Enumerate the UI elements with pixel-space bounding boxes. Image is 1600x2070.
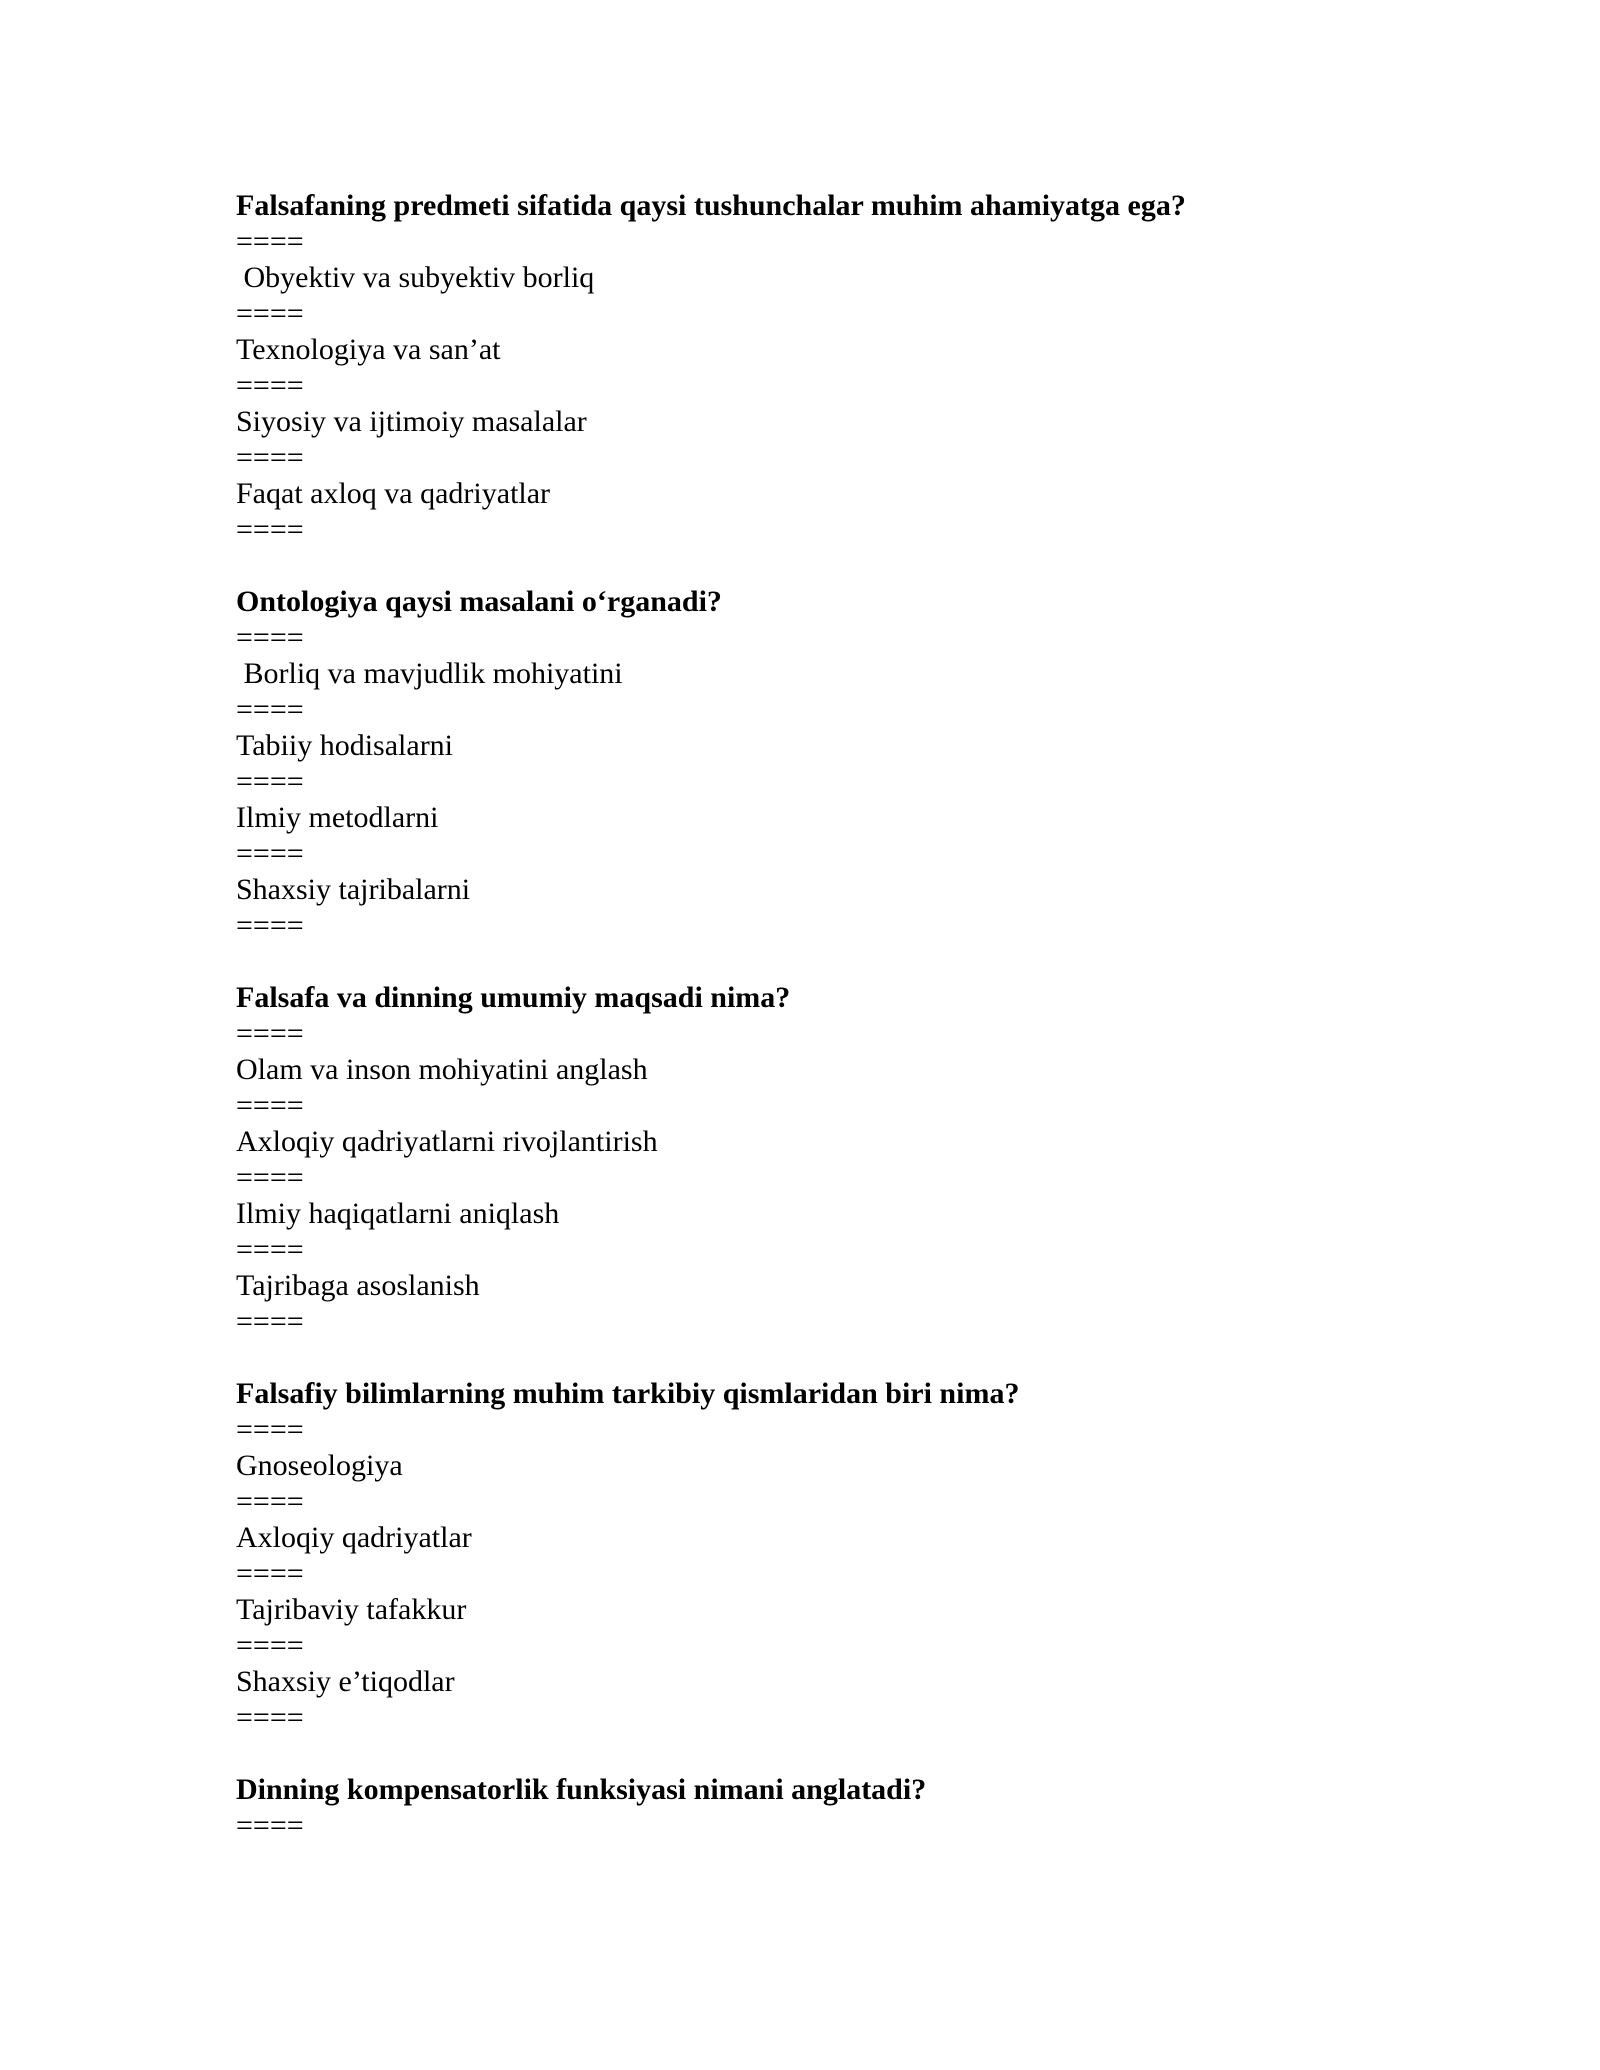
answer-option: Olam va inson mohiyatini anglash	[236, 1053, 648, 1086]
separator: ====	[236, 1701, 304, 1734]
answer-option: Gnoseologiya	[236, 1449, 403, 1482]
separator: ====	[236, 837, 304, 870]
separator: ====	[236, 225, 304, 258]
question-block	[236, 1772, 1416, 1844]
separator: ====	[236, 1485, 304, 1518]
question-text: Falsafiy bilimlarning muhim tarkibiy qismlaridan biri nima?	[236, 1377, 1020, 1410]
separator: ====	[236, 1161, 304, 1194]
answer-option: Ilmiy haqiqatlarni aniqlash	[236, 1197, 560, 1230]
separator: ====	[236, 621, 304, 654]
question-block	[236, 1376, 1416, 1736]
answer-option: Faqat axloq va qadriyatlar	[236, 477, 551, 510]
answer-option: Tajribaga asoslanish	[236, 1269, 480, 1302]
answer-option: Shaxsiy tajribalarni	[236, 873, 471, 906]
question-text: Falsafaning predmeti sifatida qaysi tushunchalar muhim ahamiyatga ega?	[236, 189, 1186, 222]
separator: ====	[236, 1557, 304, 1590]
answer-option: Siyosiy va ijtimoiy masalalar	[236, 405, 587, 438]
question-block	[236, 188, 1416, 548]
separator: ====	[236, 1305, 304, 1338]
answer-option: Axloqiy qadriyatlar	[236, 1521, 472, 1554]
question-block	[236, 980, 1416, 1340]
separator: ====	[236, 693, 304, 726]
separator: ====	[236, 297, 304, 330]
separator: ====	[236, 1809, 304, 1842]
separator: ====	[236, 1629, 304, 1662]
answer-option: Shaxsiy e’tiqodlar	[236, 1665, 455, 1698]
separator: ====	[236, 369, 304, 402]
answer-option: Texnologiya va san’at	[236, 333, 501, 366]
separator: ====	[236, 1017, 304, 1050]
separator: ====	[236, 765, 304, 798]
question-text: Ontologiya qaysi masalani o‘rganadi?	[236, 585, 722, 618]
answer-option: Ilmiy metodlarni	[236, 801, 439, 834]
answer-option: Obyektiv va subyektiv borliq	[236, 261, 595, 294]
separator: ====	[236, 441, 304, 474]
separator: ====	[236, 1089, 304, 1122]
answer-option: Tajribaviy tafakkur	[236, 1593, 467, 1626]
answer-option: Axloqiy qadriyatlarni rivojlantirish	[236, 1125, 658, 1158]
answer-option: Borliq va mavjudlik mohiyatini	[236, 657, 623, 690]
separator: ====	[236, 1413, 304, 1446]
question-text: Dinning kompensatorlik funksiyasi nimani anglatadi?	[236, 1773, 927, 1806]
question-list	[236, 188, 1416, 1880]
separator: ====	[236, 909, 304, 942]
separator: ====	[236, 1233, 304, 1266]
separator: ====	[236, 513, 304, 546]
question-text: Falsafa va dinning umumiy maqsadi nima?	[236, 981, 791, 1014]
question-block	[236, 584, 1416, 944]
answer-option: Tabiiy hodisalarni	[236, 729, 454, 762]
